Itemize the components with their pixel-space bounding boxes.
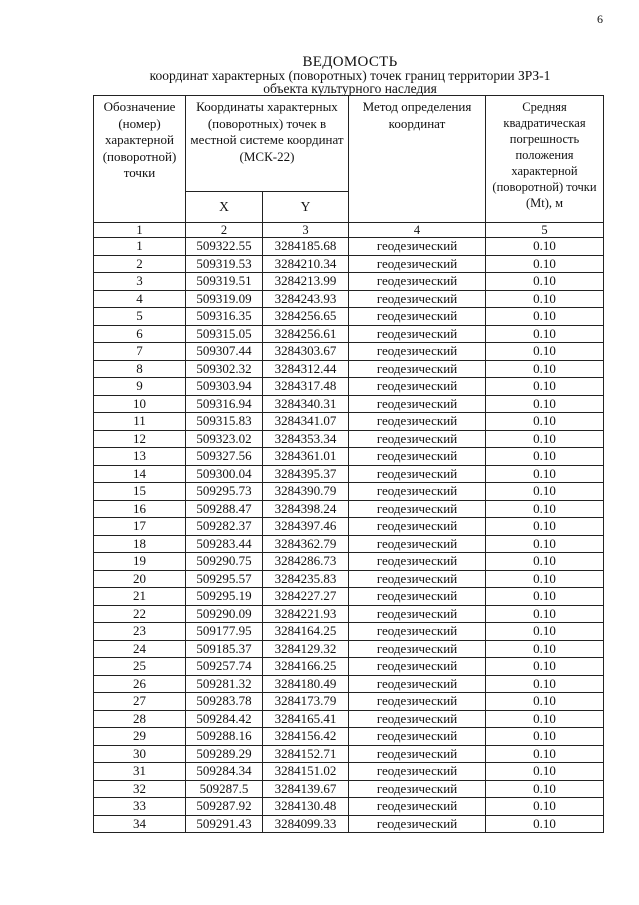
method-cell: геодезический — [349, 605, 486, 623]
method-cell: геодезический — [349, 360, 486, 378]
table-row — [94, 710, 604, 728]
point-number-cell: 15 — [94, 483, 186, 501]
table-row — [94, 780, 604, 798]
method-cell: геодезический — [349, 430, 486, 448]
method-cell: геодезический — [349, 763, 486, 781]
point-number-cell: 3 — [94, 273, 186, 291]
x-coordinate-cell: 509291.43 — [186, 815, 263, 833]
point-number-cell: 5 — [94, 308, 186, 326]
method-cell: геодезический — [349, 535, 486, 553]
error-cell: 0.10 — [486, 553, 604, 571]
method-cell: геодезический — [349, 815, 486, 833]
point-number-cell: 11 — [94, 413, 186, 431]
method-cell: геодезический — [349, 588, 486, 606]
y-coordinate-cell: 3284243.93 — [263, 290, 349, 308]
point-number-cell: 27 — [94, 693, 186, 711]
header-method: Метод определения координат — [349, 96, 486, 223]
error-cell: 0.10 — [486, 483, 604, 501]
document-heading — [100, 56, 600, 95]
x-coordinate-cell: 509319.53 — [186, 255, 263, 273]
y-coordinate-cell: 3284129.32 — [263, 640, 349, 658]
error-cell: 0.10 — [486, 395, 604, 413]
table-row — [94, 500, 604, 518]
table-row — [94, 395, 604, 413]
document-subtitle-object: объекта культурного наследия — [263, 81, 437, 96]
y-coordinate-cell: 3284317.48 — [263, 378, 349, 396]
table-row — [94, 588, 604, 606]
table-row — [94, 605, 604, 623]
header-x: X — [186, 192, 263, 223]
point-number-cell: 17 — [94, 518, 186, 536]
x-coordinate-cell: 509177.95 — [186, 623, 263, 641]
method-cell: геодезический — [349, 238, 486, 256]
x-coordinate-cell: 509290.75 — [186, 553, 263, 571]
point-number-cell: 26 — [94, 675, 186, 693]
error-cell: 0.10 — [486, 728, 604, 746]
method-cell: геодезический — [349, 553, 486, 571]
point-number-cell: 32 — [94, 780, 186, 798]
method-cell: геодезический — [349, 273, 486, 291]
y-coordinate-cell: 3284341.07 — [263, 413, 349, 431]
table-row — [94, 343, 604, 361]
table-row — [94, 413, 604, 431]
x-coordinate-cell: 509323.02 — [186, 430, 263, 448]
y-coordinate-cell: 3284180.49 — [263, 675, 349, 693]
method-cell: геодезический — [349, 465, 486, 483]
document-title: ВЕДОМОСТЬ — [302, 54, 398, 70]
method-cell: геодезический — [349, 325, 486, 343]
method-cell: геодезический — [349, 658, 486, 676]
table-row — [94, 378, 604, 396]
y-coordinate-cell: 3284398.24 — [263, 500, 349, 518]
y-coordinate-cell: 3284256.65 — [263, 308, 349, 326]
error-cell: 0.10 — [486, 693, 604, 711]
y-coordinate-cell: 3284227.27 — [263, 588, 349, 606]
method-cell: геодезический — [349, 640, 486, 658]
point-number-cell: 30 — [94, 745, 186, 763]
error-cell: 0.10 — [486, 535, 604, 553]
table-row — [94, 465, 604, 483]
error-cell: 0.10 — [486, 798, 604, 816]
x-coordinate-cell: 509315.05 — [186, 325, 263, 343]
x-coordinate-cell: 509283.44 — [186, 535, 263, 553]
header-y: Y — [263, 192, 349, 223]
x-coordinate-cell: 509303.94 — [186, 378, 263, 396]
error-cell: 0.10 — [486, 623, 604, 641]
method-cell: геодезический — [349, 570, 486, 588]
error-cell: 0.10 — [486, 255, 604, 273]
table-row — [94, 518, 604, 536]
x-coordinate-cell: 509307.44 — [186, 343, 263, 361]
column-number: 5 — [486, 223, 604, 238]
method-cell: геодезический — [349, 728, 486, 746]
error-cell: 0.10 — [486, 308, 604, 326]
y-coordinate-cell: 3284395.37 — [263, 465, 349, 483]
point-number-cell: 25 — [94, 658, 186, 676]
x-coordinate-cell: 509295.19 — [186, 588, 263, 606]
y-coordinate-cell: 3284151.02 — [263, 763, 349, 781]
point-number-cell: 34 — [94, 815, 186, 833]
column-number: 3 — [263, 223, 349, 238]
x-coordinate-cell: 509283.78 — [186, 693, 263, 711]
y-coordinate-cell: 3284099.33 — [263, 815, 349, 833]
table-body — [94, 238, 604, 833]
x-coordinate-cell: 509295.57 — [186, 570, 263, 588]
point-number-cell: 33 — [94, 798, 186, 816]
y-coordinate-cell: 3284221.93 — [263, 605, 349, 623]
y-coordinate-cell: 3284164.25 — [263, 623, 349, 641]
table-row — [94, 535, 604, 553]
table-row — [94, 255, 604, 273]
error-cell: 0.10 — [486, 640, 604, 658]
error-cell: 0.10 — [486, 710, 604, 728]
column-number: 1 — [94, 223, 186, 238]
y-coordinate-cell: 3284139.67 — [263, 780, 349, 798]
x-coordinate-cell: 509288.47 — [186, 500, 263, 518]
point-number-cell: 28 — [94, 710, 186, 728]
point-number-cell: 9 — [94, 378, 186, 396]
x-coordinate-cell: 509302.32 — [186, 360, 263, 378]
error-cell: 0.10 — [486, 360, 604, 378]
y-coordinate-cell: 3284256.61 — [263, 325, 349, 343]
point-number-cell: 19 — [94, 553, 186, 571]
table-row — [94, 273, 604, 291]
method-cell: геодезический — [349, 255, 486, 273]
table-row — [94, 798, 604, 816]
column-number: 2 — [186, 223, 263, 238]
method-cell: геодезический — [349, 623, 486, 641]
point-number-cell: 14 — [94, 465, 186, 483]
table-row — [94, 483, 604, 501]
error-cell: 0.10 — [486, 448, 604, 466]
header-coordinates: Координаты характерных (поворотных) точек в местной системе координат (МСК-22) — [186, 96, 349, 192]
document-subtitle: координат характерных (поворотных) точек границ территории ЗРЗ-1 — [149, 68, 551, 83]
x-coordinate-cell: 509257.74 — [186, 658, 263, 676]
point-number-cell: 22 — [94, 605, 186, 623]
method-cell: геодезический — [349, 745, 486, 763]
method-cell: геодезический — [349, 780, 486, 798]
column-number: 4 — [349, 223, 486, 238]
error-cell: 0.10 — [486, 378, 604, 396]
y-coordinate-cell: 3284165.41 — [263, 710, 349, 728]
table-row — [94, 658, 604, 676]
table-row — [94, 430, 604, 448]
method-cell: геодезический — [349, 798, 486, 816]
x-coordinate-cell: 509300.04 — [186, 465, 263, 483]
x-coordinate-cell: 509282.37 — [186, 518, 263, 536]
method-cell: геодезический — [349, 343, 486, 361]
y-coordinate-cell: 3284286.73 — [263, 553, 349, 571]
table-row — [94, 308, 604, 326]
table-row — [94, 815, 604, 833]
y-coordinate-cell: 3284303.67 — [263, 343, 349, 361]
point-number-cell: 8 — [94, 360, 186, 378]
table-row — [94, 238, 604, 256]
method-cell: геодезический — [349, 395, 486, 413]
y-coordinate-cell: 3284152.71 — [263, 745, 349, 763]
point-number-cell: 13 — [94, 448, 186, 466]
method-cell: геодезический — [349, 378, 486, 396]
y-coordinate-cell: 3284166.25 — [263, 658, 349, 676]
method-cell: геодезический — [349, 710, 486, 728]
point-number-cell: 1 — [94, 238, 186, 256]
error-cell: 0.10 — [486, 763, 604, 781]
point-number-cell: 18 — [94, 535, 186, 553]
point-number-cell: 16 — [94, 500, 186, 518]
method-cell: геодезический — [349, 290, 486, 308]
method-cell: геодезический — [349, 518, 486, 536]
x-coordinate-cell: 509290.09 — [186, 605, 263, 623]
point-number-cell: 4 — [94, 290, 186, 308]
table-row — [94, 325, 604, 343]
header-error: Средняя квадратическая погрешность положения характерной (поворотной) точки (Mt), м — [486, 96, 604, 223]
y-coordinate-cell: 3284210.34 — [263, 255, 349, 273]
table-row — [94, 360, 604, 378]
error-cell: 0.10 — [486, 605, 604, 623]
x-coordinate-cell: 509288.16 — [186, 728, 263, 746]
point-number-cell: 21 — [94, 588, 186, 606]
method-cell: геодезический — [349, 693, 486, 711]
method-cell: геодезический — [349, 308, 486, 326]
point-number-cell: 12 — [94, 430, 186, 448]
y-coordinate-cell: 3284362.79 — [263, 535, 349, 553]
error-cell: 0.10 — [486, 780, 604, 798]
y-coordinate-cell: 3284235.83 — [263, 570, 349, 588]
x-coordinate-cell: 509319.09 — [186, 290, 263, 308]
x-coordinate-cell: 509327.56 — [186, 448, 263, 466]
error-cell: 0.10 — [486, 290, 604, 308]
x-coordinate-cell: 509287.5 — [186, 780, 263, 798]
point-number-cell: 31 — [94, 763, 186, 781]
x-coordinate-cell: 509284.34 — [186, 763, 263, 781]
table-row — [94, 623, 604, 641]
error-cell: 0.10 — [486, 430, 604, 448]
error-cell: 0.10 — [486, 465, 604, 483]
error-cell: 0.10 — [486, 500, 604, 518]
point-number-cell: 29 — [94, 728, 186, 746]
y-coordinate-cell: 3284173.79 — [263, 693, 349, 711]
error-cell: 0.10 — [486, 570, 604, 588]
y-coordinate-cell: 3284361.01 — [263, 448, 349, 466]
error-cell: 0.10 — [486, 273, 604, 291]
error-cell: 0.10 — [486, 413, 604, 431]
y-coordinate-cell: 3284130.48 — [263, 798, 349, 816]
error-cell: 0.10 — [486, 745, 604, 763]
table-row — [94, 553, 604, 571]
y-coordinate-cell: 3284185.68 — [263, 238, 349, 256]
table-row — [94, 763, 604, 781]
x-coordinate-cell: 509281.32 — [186, 675, 263, 693]
table-row — [94, 570, 604, 588]
error-cell: 0.10 — [486, 658, 604, 676]
error-cell: 0.10 — [486, 343, 604, 361]
x-coordinate-cell: 509295.73 — [186, 483, 263, 501]
page-number: 6 — [597, 12, 603, 26]
error-cell: 0.10 — [486, 325, 604, 343]
y-coordinate-cell: 3284340.31 — [263, 395, 349, 413]
error-cell: 0.10 — [486, 238, 604, 256]
x-coordinate-cell: 509319.51 — [186, 273, 263, 291]
error-cell: 0.10 — [486, 815, 604, 833]
point-number-cell: 10 — [94, 395, 186, 413]
x-coordinate-cell: 509322.55 — [186, 238, 263, 256]
table-row — [94, 675, 604, 693]
header-point: Обозначение (номер) характерной (поворотной) точки — [94, 96, 186, 223]
method-cell: геодезический — [349, 448, 486, 466]
point-number-cell: 6 — [94, 325, 186, 343]
x-coordinate-cell: 509287.92 — [186, 798, 263, 816]
y-coordinate-cell: 3284390.79 — [263, 483, 349, 501]
x-coordinate-cell: 509284.42 — [186, 710, 263, 728]
table-row — [94, 640, 604, 658]
x-coordinate-cell: 509185.37 — [186, 640, 263, 658]
point-number-cell: 23 — [94, 623, 186, 641]
table-row — [94, 728, 604, 746]
table-row — [94, 448, 604, 466]
coordinates-table — [93, 95, 604, 833]
method-cell: геодезический — [349, 675, 486, 693]
error-cell: 0.10 — [486, 675, 604, 693]
y-coordinate-cell: 3284156.42 — [263, 728, 349, 746]
point-number-cell: 2 — [94, 255, 186, 273]
point-number-cell: 24 — [94, 640, 186, 658]
method-cell: геодезический — [349, 500, 486, 518]
point-number-cell: 7 — [94, 343, 186, 361]
y-coordinate-cell: 3284397.46 — [263, 518, 349, 536]
method-cell: геодезический — [349, 413, 486, 431]
x-coordinate-cell: 509316.35 — [186, 308, 263, 326]
x-coordinate-cell: 509315.83 — [186, 413, 263, 431]
point-number-cell: 20 — [94, 570, 186, 588]
table-row — [94, 745, 604, 763]
error-cell: 0.10 — [486, 518, 604, 536]
method-cell: геодезический — [349, 483, 486, 501]
y-coordinate-cell: 3284353.34 — [263, 430, 349, 448]
y-coordinate-cell: 3284312.44 — [263, 360, 349, 378]
x-coordinate-cell: 509316.94 — [186, 395, 263, 413]
x-coordinate-cell: 509289.29 — [186, 745, 263, 763]
error-cell: 0.10 — [486, 588, 604, 606]
table-row — [94, 290, 604, 308]
y-coordinate-cell: 3284213.99 — [263, 273, 349, 291]
table-row — [94, 693, 604, 711]
